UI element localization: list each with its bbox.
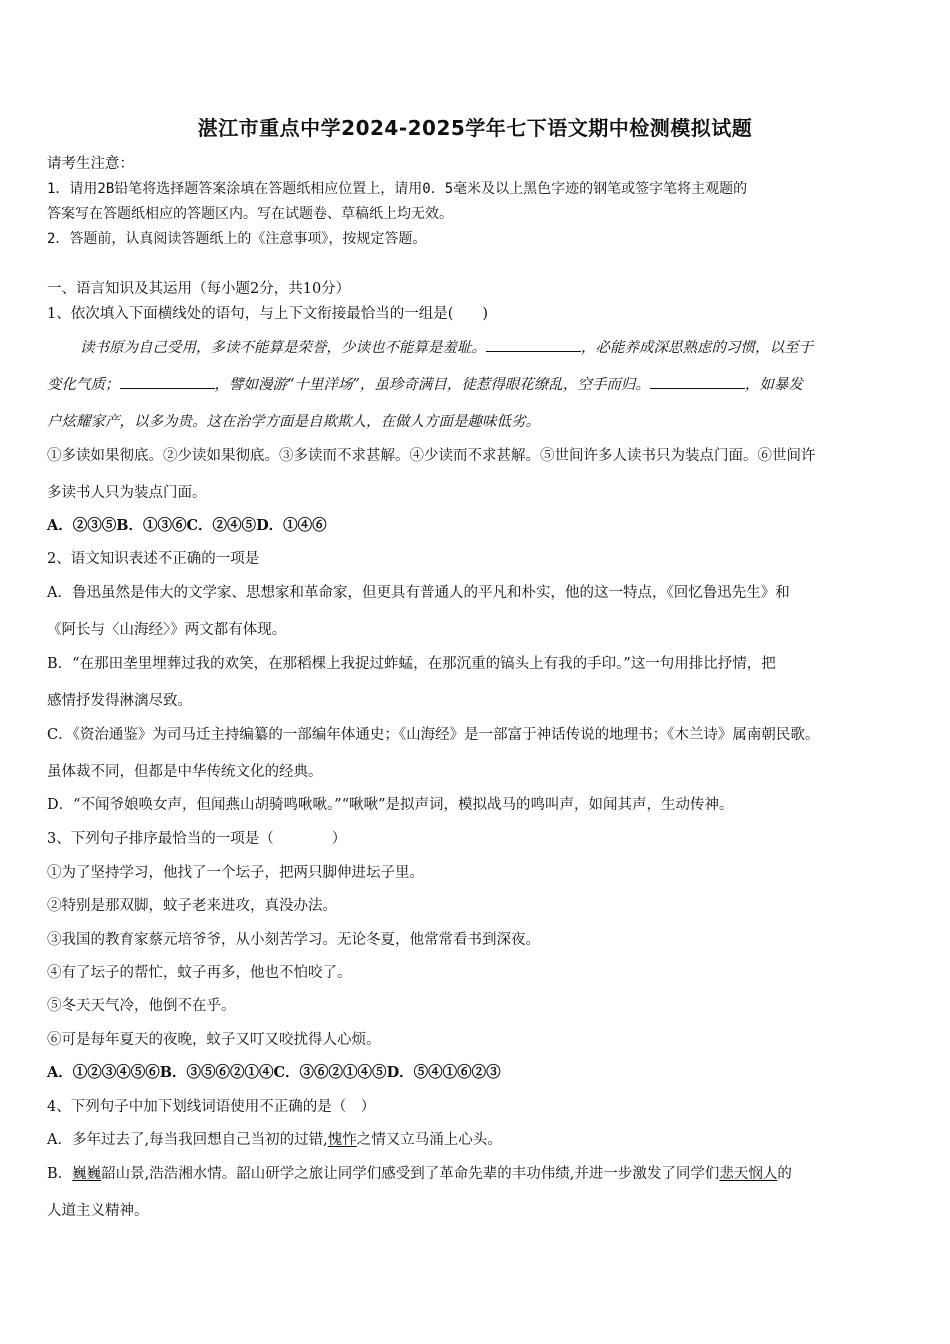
question-4-stem: 4、下列句子中加下划线词语使用不正确的是（ ） — [47, 1099, 376, 1115]
option-text: 的 — [777, 1166, 792, 1182]
question-3-options — [47, 1061, 501, 1082]
underlined-word: 巍巍 — [72, 1166, 102, 1182]
notice-item-1-line-2: 答案写在答题纸相应的答题区内。写在试题卷、草稿纸上均无效。 — [47, 206, 453, 222]
question-4-option-b-line-2: 人道主义精神。 — [47, 1203, 149, 1219]
question-2-option-b-line-1: B．“在那田垄里埋葬过我的欢笑，在那稻棵上我捉过蚱蜢，在那沉重的镐头上有我的手印。”这一句用排比抒情，把 — [47, 656, 776, 672]
option-text: 之情又立马涌上心头。 — [356, 1132, 502, 1148]
notice-item-1-line-1: 1．请用2B铅笔将选择题答案涂填在答题纸相应位置上，请用0．5毫米及以上黑色字迹的钢笔或签字笔将主观题的 — [47, 181, 748, 197]
question-1-passage-line-3: 户炫耀家产，以多为贵。这在治学方面是自欺欺人，在做人方面是趣味低劣。 — [47, 414, 540, 430]
section-1-heading: 一、语言知识及其运用（每小题2分，共10分） — [47, 281, 351, 297]
option-c[interactable]: C．③⑥②①④⑤ — [273, 1064, 387, 1081]
question-1-items-line-2: 多读书人只为装点门面。 — [47, 485, 207, 501]
answer-blank-2 — [120, 376, 215, 389]
option-d[interactable]: D．①④⑥ — [256, 517, 327, 534]
question-1-stem: 1、依次填入下面横线处的语句，与上下文衔接最恰当的一组是( ) — [47, 306, 489, 322]
question-2-option-d-line-1: D．“不闻爷娘唤女声，但闻燕山胡骑鸣啾啾。”“啾啾”是拟声词，模拟战马的鸣叫声，如闻其声，生动传神。 — [47, 797, 734, 813]
question-2-option-c-line-2: 虽体裁不同，但都是中华传统文化的经典。 — [47, 764, 323, 780]
passage-text: 读书原为自己受用，多读不能算是荣誉，少读也不能算是羞耻。 — [80, 340, 486, 356]
question-3-sentence-2: ②特别是那双脚，蚊子老来进攻，真没办法。 — [47, 898, 337, 914]
notice-heading: 请考生注意： — [47, 156, 134, 172]
question-2-option-a-line-2: 《阿长与〈山海经〉》两文都有体现。 — [47, 622, 287, 638]
answer-blank-3 — [650, 376, 745, 389]
passage-text: 变化气质； — [47, 377, 120, 393]
underlined-word: 悲天悯人 — [719, 1166, 778, 1182]
notice-item-2: 2．答题前，认真阅读答题纸上的《注意事项》，按规定答题。 — [47, 231, 427, 247]
passage-text: ，譬如漫游“十里洋场”，虽珍奇满目，徒惹得眼花缭乱，空手而归。 — [214, 377, 650, 393]
passage-text: ，如暴发 — [744, 377, 803, 393]
question-3-sentence-1: ①为了坚持学习，他找了一个坛子，把两只脚伸进坛子里。 — [47, 865, 424, 881]
answer-blank-1 — [486, 339, 581, 352]
option-c[interactable]: C．②④⑤ — [186, 517, 257, 534]
option-text: B． — [47, 1166, 73, 1182]
question-1-options — [47, 514, 327, 535]
question-4-option-a — [47, 1128, 502, 1149]
question-1-items-line-1: ①多读如果彻底。②少读如果彻底。③多读而不求甚解。④少读而不求甚解。⑤世间许多人读书只为装点门面。⑥世间许 — [47, 448, 816, 464]
underlined-word: 愧怍 — [327, 1132, 357, 1148]
question-3-sentence-4: ④有了坛子的帮忙，蚊子再多，他也不怕咬了。 — [47, 965, 352, 981]
question-2-stem: 2、语文知识表述不正确的一项是 — [47, 551, 260, 567]
question-2-option-a-line-1: A．鲁迅虽然是伟大的文学家、思想家和革命家，但更具有普通人的平凡和朴实，他的这一特点，《回忆鲁迅先生》和 — [47, 585, 790, 601]
question-3-stem: 3、下列句子排序最恰当的一项是（ ） — [47, 831, 347, 847]
passage-text: ，必能养成深思熟虑的习惯，以至于 — [581, 340, 813, 356]
question-3-sentence-3: ③我国的教育家蔡元培爷爷，从小刻苦学习。无论冬夏，他常常看书到深夜。 — [47, 932, 540, 948]
page-title: 湛江市重点中学2024-2025学年七下语文期中检测模拟试题 — [197, 116, 753, 140]
option-b[interactable]: B．①③⑥ — [116, 517, 187, 534]
question-1-passage-line-2 — [47, 373, 803, 394]
option-a[interactable]: A．①②③④⑤⑥ — [47, 1064, 160, 1081]
question-2-option-b-line-2: 感情抒发得淋漓尽致。 — [47, 693, 192, 709]
question-2-option-c-line-1: C．《资治通鉴》为司马迁主持编纂的一部编年体通史；《山海经》是一部富于神话传说的地理书；《木兰诗》属南朝民歌。 — [47, 727, 820, 743]
question-4-option-b-line-1 — [47, 1162, 792, 1183]
option-text: A．多年过去了,每当我回想自己当初的过错, — [47, 1132, 328, 1148]
option-a[interactable]: A．②③⑤ — [47, 517, 117, 534]
option-text: 韶山景,浩浩湘水情。韶山研学之旅让同学们感受到了革命先辈的丰功伟绩,并进一步激发了同学们 — [101, 1166, 720, 1182]
question-3-sentence-6: ⑥可是每年夏天的夜晚，蚊子又叮又咬扰得人心烦。 — [47, 1032, 381, 1048]
question-1-passage-line-1 — [80, 336, 813, 357]
option-d[interactable]: D．⑤④①⑥②③ — [386, 1064, 501, 1081]
question-3-sentence-5: ⑤冬天天气冷，他倒不在乎。 — [47, 998, 236, 1014]
option-b[interactable]: B．③⑤⑥②①④ — [159, 1064, 274, 1081]
